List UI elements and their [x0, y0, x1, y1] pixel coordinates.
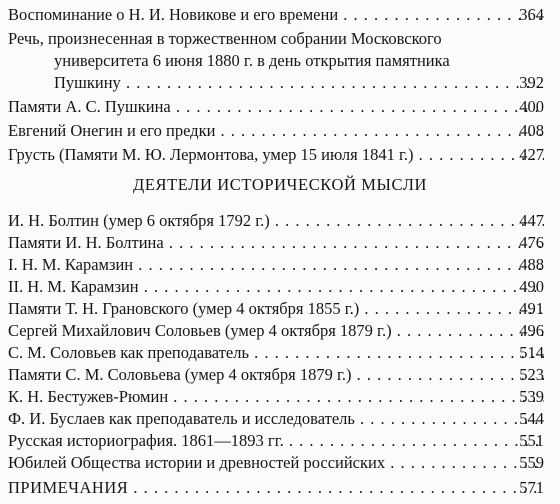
toc-entry-title: Евгений Онегин и его предки . . . [8, 120, 544, 142]
toc-entry-title: Памяти А. С. Пушкина . . . [8, 96, 544, 118]
toc-entry-title: Ф. И. Буслаев как преподаватель и исследователь . . . [8, 408, 544, 430]
toc-entry-page: 551 [519, 431, 544, 450]
toc-entry-page: 544 [519, 409, 544, 428]
toc-entry [8, 342, 544, 364]
toc-entry [8, 298, 544, 320]
toc-entry-page: 427 [519, 145, 544, 164]
toc-entry-title: Грусть (Памяти М. Ю. Лермонтова, умер 15 июля 1841 г.) . . . [8, 144, 544, 166]
toc-entry [8, 320, 544, 342]
toc-entry-page: 364 [519, 5, 544, 24]
toc-entry-title: Воспоминание о Н. И. Новикове и его времени . . . [8, 4, 544, 26]
toc-entry-page: 447 [519, 211, 544, 230]
toc-entry-title: ПРИМЕЧАНИЯ . . . [8, 477, 544, 499]
toc-entry-notes [8, 477, 544, 499]
toc-entry-title-line: Речь, произнесенная в торжественном собрании Московского [8, 29, 442, 48]
toc-entry [8, 232, 544, 254]
toc-entry-page: 491 [519, 299, 544, 318]
toc-entry-title: С. М. Соловьев как преподаватель . . . [8, 342, 544, 364]
toc-entry [8, 364, 544, 386]
toc-entry [8, 254, 544, 276]
toc-entry-page: 496 [519, 321, 544, 340]
toc-entry-page: 400 [519, 97, 544, 116]
toc-entry-title-line: университета 6 июня 1880 г. в день открытия памятника [54, 51, 450, 70]
toc-entry-title: И. Н. Болтин (умер 6 октября 1792 г.) . . . [8, 210, 544, 232]
toc-entry [8, 210, 544, 232]
toc-entry-title: Памяти И. Н. Болтина . . . [8, 232, 544, 254]
toc-entry-page: 514 [519, 343, 544, 362]
toc-entry-title: I. Н. М. Карамзин . . . [8, 254, 544, 276]
toc-entry-title: Юбилей Общества истории и древностей российских . . . [8, 452, 544, 474]
toc-entry-page: 523 [519, 365, 544, 384]
toc-entry-page: 559 [519, 453, 544, 472]
toc-entry [8, 386, 544, 408]
toc-entry-page: 476 [519, 233, 544, 252]
toc-entry [8, 430, 544, 452]
toc-list-top [8, 4, 544, 166]
toc-entry-page: 488 [519, 255, 544, 274]
toc-entry-page: 490 [519, 277, 544, 296]
toc-entry [8, 96, 544, 118]
section-heading: ДЕЯТЕЛИ ИСТОРИЧЕСКОЙ МЫСЛИ [132, 175, 428, 194]
toc-entry-title: Памяти С. М. Соловьева (умер 4 октября 1879 г.) . . . [8, 364, 544, 386]
toc-entry [8, 408, 544, 430]
toc-list-notes [8, 477, 544, 499]
toc-entry-page: 408 [519, 121, 544, 140]
toc-entry [8, 4, 544, 26]
toc-entry [8, 144, 544, 166]
toc-list-section [8, 210, 544, 474]
toc-entry-page: 392 [519, 73, 544, 92]
toc-entry-title: Памяти Т. Н. Грановского (умер 4 октября 1855 г.) . . . [8, 298, 544, 320]
toc-entry [8, 28, 544, 94]
toc-entry-page: 539 [519, 387, 544, 406]
toc-entry-title: Сергей Михайлович Соловьев (умер 4 октября 1879 г.) . . . [8, 320, 544, 342]
toc-entry-title: II. Н. М. Карамзин . . . [8, 276, 544, 298]
toc-entry-title-line: Пушкину . . . [8, 72, 544, 94]
toc-entry [8, 452, 544, 474]
toc-entry [8, 120, 544, 142]
toc-entry-title: Русская историография. 1861—1893 гг. . . . [8, 430, 544, 452]
toc-entry-page: 571 [519, 478, 544, 497]
toc-entry [8, 276, 544, 298]
toc-entry-title: К. Н. Бестужев-Рюмин . . . [8, 386, 544, 408]
